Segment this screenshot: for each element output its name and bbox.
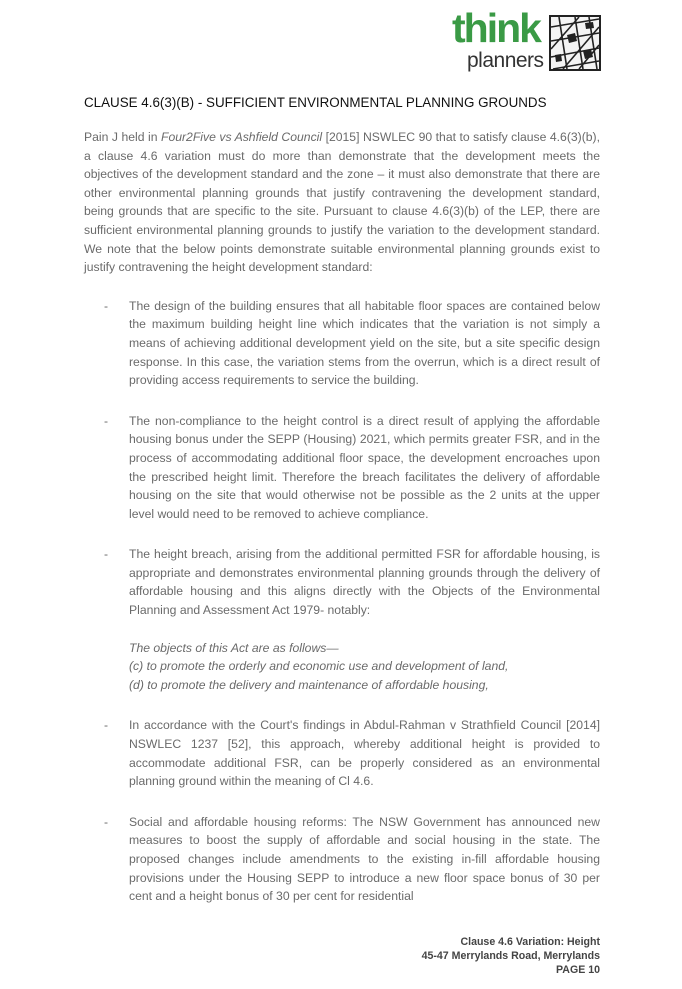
list-item-text: Social and affordable housing reforms: The NSW Government has announced new measures to boost the supply of affordable and social housing in the state. The proposed changes include amendments to the existing in-fill affordable housing provisions under the Housing SEPP to introduce a new floor space bonus of 30 per cent and a height bonus of 30 per cent for residential (129, 814, 600, 904)
bullet-dash: - (104, 413, 109, 428)
list-item (84, 716, 600, 790)
logo-think-text: think (452, 5, 540, 51)
intro-case-name: Four2Five vs Ashfield Council (161, 130, 323, 144)
list-item (84, 412, 600, 524)
page-number: PAGE 10 (556, 964, 600, 976)
act-objects-quote (129, 639, 600, 695)
list-item-text: In accordance with the Court's findings in Abdul-Rahman v Strathfield Council [2014] NSWLEC 1237 [52], this approach, whereby additional height is provided to accommodate additional FSR, can be properly considered as an environmental planning ground within the meaning of Cl 4.6. (129, 718, 600, 789)
page-footer (380, 935, 600, 977)
intro-paragraph (84, 128, 600, 277)
footer-address: 45-47 Merrylands Road, Merrylands (421, 950, 600, 962)
grounds-list (84, 297, 600, 906)
bullet-dash: - (104, 814, 109, 829)
section-heading: CLAUSE 4.6(3)(B) - SUFFICIENT ENVIRONMENTAL PLANNING GROUNDS (84, 95, 547, 110)
quote-item: (d) to promote the delivery and maintenance of affordable housing, (129, 677, 489, 692)
quote-title: The objects of this Act are as follows— (129, 640, 339, 655)
bullet-dash: - (104, 547, 109, 562)
footer-document-title: Clause 4.6 Variation: Height (460, 936, 600, 948)
intro-text-post: [2015] NSWLEC 90 that to satisfy clause 4.6(3)(b), a clause 4.6 variation must do more than demonstrate that the development meets the objectives of the development standard and the zone – it must also demonstrate that there are other environmental planning grounds that justify contravening the development standard, being grounds that are specific to the site. Pursuant to clause 4.6(3)(b) of the LEP, there are sufficient environmental planning grounds to justify the variation to the development standard. We note that the below points demonstrate suitable environmental planning grounds exist to justify contravening the height development standard: (84, 130, 601, 275)
list-item (84, 813, 600, 906)
bullet-dash: - (104, 718, 109, 733)
list-item-text: The non-compliance to the height control is a direct result of applying the affordable housing bonus under the SEPP (Housing) 2021, which permits greater FSR, and in the process of accommodating additional floor space, the development encroaches upon the prescribed height limit. Therefore the breach facilitates the delivery of affordable housing on the site that would otherwise not be possible as the 2 units at the upper level would need to be removed to achieve compliance. (129, 413, 600, 521)
bullet-dash: - (104, 298, 109, 313)
quote-item: (c) to promote the orderly and economic use and development of land, (129, 659, 509, 674)
intro-text-pre: Pain J held in (84, 130, 161, 144)
list-item (84, 297, 600, 390)
list-item-text: The design of the building ensures that all habitable floor spaces are contained below the maximum building height line which indicates that the variation is not simply a means of achieving additional development yield on the site, but a site specific design response. In this case, the variation stems from the overrun, which is a direct result of providing access requirements to service the building. (129, 298, 600, 388)
body-content (84, 128, 600, 928)
logo-map-mark-icon (549, 15, 601, 71)
think-planners-logo (452, 5, 602, 72)
list-item (84, 545, 600, 694)
list-item-text: The height breach, arising from the additional permitted FSR for affordable housing, is appropriate and demonstrates environmental planning grounds through the delivery of affordable housing and this aligns directly with the Objects of the Environmental Planning and Assessment Act 1979- notably: (129, 547, 600, 618)
logo-planners-text: planners (467, 49, 544, 72)
